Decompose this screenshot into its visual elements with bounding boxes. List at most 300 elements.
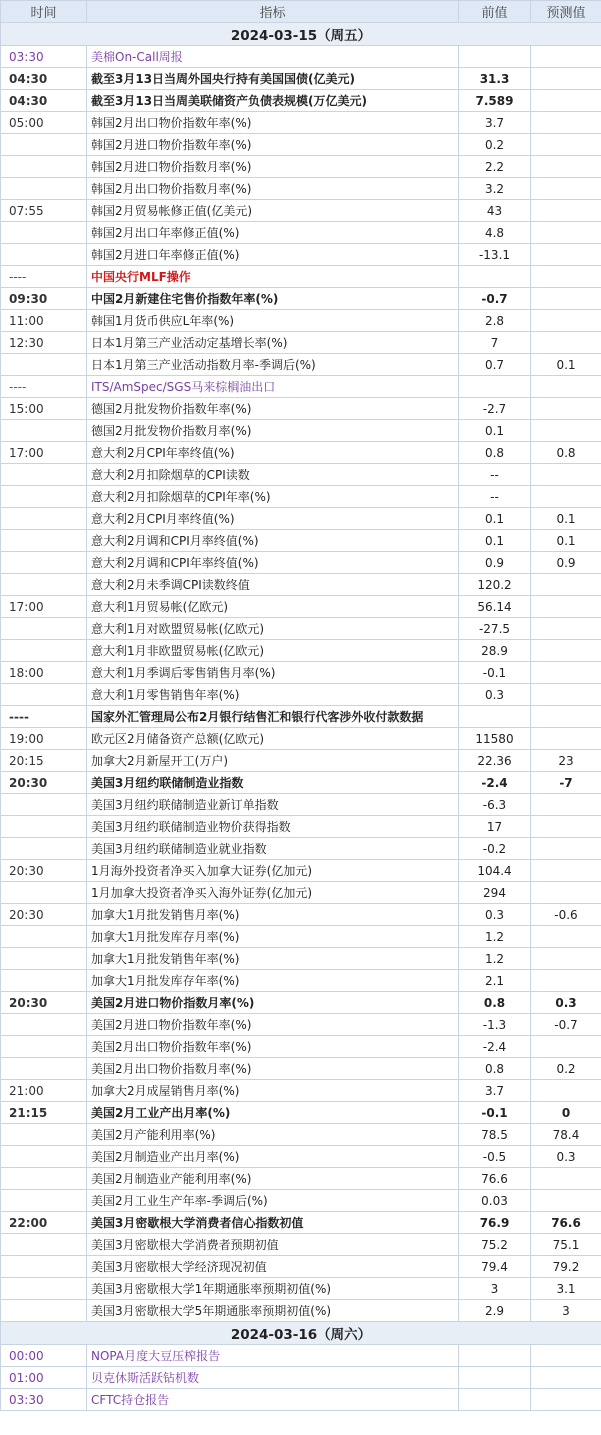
indicator-name[interactable]: 加拿大2月成屋销售月率(%) bbox=[87, 1080, 459, 1102]
time-cell bbox=[1, 178, 87, 200]
time-cell bbox=[1, 464, 87, 486]
time-cell bbox=[1, 1058, 87, 1080]
previous-value: 2.9 bbox=[459, 1300, 531, 1322]
indicator-name[interactable]: 意大利2月扣除烟草的CPI年率(%) bbox=[87, 486, 459, 508]
time-cell: 20:30 bbox=[1, 904, 87, 926]
previous-value: 17 bbox=[459, 816, 531, 838]
indicator-name[interactable]: 德国2月批发物价指数年率(%) bbox=[87, 398, 459, 420]
previous-value bbox=[459, 1345, 531, 1367]
table-row[interactable] bbox=[1, 662, 601, 684]
time-cell bbox=[1, 508, 87, 530]
indicator-name[interactable]: 美国2月出口物价指数月率(%) bbox=[87, 1058, 459, 1080]
previous-value: 0.7 bbox=[459, 354, 531, 376]
previous-value: -2.4 bbox=[459, 1036, 531, 1058]
forecast-value: 0.8 bbox=[531, 442, 601, 464]
time-cell bbox=[1, 244, 87, 266]
date-label: 2024-03-16（周六） bbox=[1, 1322, 601, 1345]
indicator-name[interactable]: 美国2月进口物价指数月率(%) bbox=[87, 992, 459, 1014]
table-row[interactable] bbox=[1, 1367, 601, 1389]
time-cell bbox=[1, 838, 87, 860]
forecast-value bbox=[531, 222, 601, 244]
time-cell: 03:30 bbox=[1, 1389, 87, 1411]
forecast-value: 78.4 bbox=[531, 1124, 601, 1146]
previous-value: 294 bbox=[459, 882, 531, 904]
previous-value: 0.8 bbox=[459, 442, 531, 464]
table-row[interactable] bbox=[1, 1036, 601, 1058]
time-cell: 17:00 bbox=[1, 596, 87, 618]
indicator-name[interactable]: 美国2月进口物价指数年率(%) bbox=[87, 1014, 459, 1036]
time-cell: 04:30 bbox=[1, 68, 87, 90]
forecast-value bbox=[531, 794, 601, 816]
time-cell: 21:15 bbox=[1, 1102, 87, 1124]
indicator-name[interactable]: 韩国1月货币供应L年率(%) bbox=[87, 310, 459, 332]
indicator-name[interactable]: 美国3月密歇根大学经济现况初值 bbox=[87, 1256, 459, 1278]
previous-value: -13.1 bbox=[459, 244, 531, 266]
table-row[interactable] bbox=[1, 1080, 601, 1102]
indicator-name[interactable]: 贝克休斯活跃钻机数 bbox=[87, 1367, 459, 1389]
time-cell: 22:00 bbox=[1, 1212, 87, 1234]
indicator-name[interactable]: 加拿大1月批发库存年率(%) bbox=[87, 970, 459, 992]
table-row[interactable] bbox=[1, 464, 601, 486]
table-row[interactable] bbox=[1, 420, 601, 442]
time-cell: 18:00 bbox=[1, 662, 87, 684]
table-row[interactable] bbox=[1, 926, 601, 948]
time-cell: 01:00 bbox=[1, 1367, 87, 1389]
time-cell bbox=[1, 618, 87, 640]
previous-value: 0.3 bbox=[459, 904, 531, 926]
time-cell: 21:00 bbox=[1, 1080, 87, 1102]
forecast-value bbox=[531, 288, 601, 310]
table-row[interactable] bbox=[1, 134, 601, 156]
table-row[interactable] bbox=[1, 68, 601, 90]
time-cell: 12:30 bbox=[1, 332, 87, 354]
time-cell: ---- bbox=[1, 266, 87, 288]
indicator-name[interactable]: 意大利2月CPI年率终值(%) bbox=[87, 442, 459, 464]
forecast-value: 3 bbox=[531, 1300, 601, 1322]
forecast-value bbox=[531, 134, 601, 156]
time-cell bbox=[1, 1168, 87, 1190]
previous-value: 2.2 bbox=[459, 156, 531, 178]
table-row[interactable] bbox=[1, 354, 601, 376]
forecast-value bbox=[531, 420, 601, 442]
time-cell: 19:00 bbox=[1, 728, 87, 750]
time-cell: ---- bbox=[1, 706, 87, 728]
previous-value: -2.7 bbox=[459, 398, 531, 420]
table-row[interactable] bbox=[1, 266, 601, 288]
table-row[interactable] bbox=[1, 970, 601, 992]
table-row[interactable] bbox=[1, 112, 601, 134]
table-row[interactable] bbox=[1, 398, 601, 420]
indicator-name[interactable]: 美国3月纽约联储制造业新订单指数 bbox=[87, 794, 459, 816]
forecast-value bbox=[531, 948, 601, 970]
time-cell bbox=[1, 1124, 87, 1146]
time-cell: 17:00 bbox=[1, 442, 87, 464]
indicator-name[interactable]: 美国3月密歇根大学5年期通胀率预期初值(%) bbox=[87, 1300, 459, 1322]
indicator-name[interactable]: 1月加拿大投资者净买入海外证券(亿加元) bbox=[87, 882, 459, 904]
table-row[interactable] bbox=[1, 1234, 601, 1256]
table-row[interactable] bbox=[1, 222, 601, 244]
table-row[interactable] bbox=[1, 882, 601, 904]
table-row[interactable] bbox=[1, 948, 601, 970]
forecast-value: 0.9 bbox=[531, 552, 601, 574]
previous-value: 1.2 bbox=[459, 948, 531, 970]
table-row[interactable] bbox=[1, 332, 601, 354]
previous-value: 0.03 bbox=[459, 1190, 531, 1212]
previous-value: 0.2 bbox=[459, 134, 531, 156]
table-body bbox=[1, 23, 601, 1411]
indicator-name[interactable]: 意大利1月对欧盟贸易帐(亿欧元) bbox=[87, 618, 459, 640]
header-indicator[interactable]: 指标 bbox=[87, 1, 459, 23]
indicator-name[interactable]: 加拿大2月新屋开工(万户) bbox=[87, 750, 459, 772]
time-cell: 04:30 bbox=[1, 90, 87, 112]
forecast-value bbox=[531, 684, 601, 706]
table-row[interactable] bbox=[1, 684, 601, 706]
indicator-name[interactable]: 德国2月批发物价指数月率(%) bbox=[87, 420, 459, 442]
forecast-value bbox=[531, 1168, 601, 1190]
table-row[interactable] bbox=[1, 552, 601, 574]
forecast-value: 0.2 bbox=[531, 1058, 601, 1080]
bottom-spacer bbox=[0, 1411, 601, 1435]
indicator-name[interactable]: 意大利2月扣除烟草的CPI读数 bbox=[87, 464, 459, 486]
table-row[interactable] bbox=[1, 574, 601, 596]
table-row[interactable] bbox=[1, 46, 601, 68]
previous-value bbox=[459, 376, 531, 398]
table-row[interactable] bbox=[1, 244, 601, 266]
time-cell: 11:00 bbox=[1, 310, 87, 332]
forecast-value bbox=[531, 1190, 601, 1212]
previous-value: 31.3 bbox=[459, 68, 531, 90]
table-row[interactable] bbox=[1, 1146, 601, 1168]
table-row[interactable] bbox=[1, 90, 601, 112]
header-time[interactable]: 时间 bbox=[1, 1, 87, 23]
previous-value: -27.5 bbox=[459, 618, 531, 640]
time-cell: 20:30 bbox=[1, 772, 87, 794]
forecast-value: -0.6 bbox=[531, 904, 601, 926]
previous-value: -- bbox=[459, 464, 531, 486]
table-row[interactable] bbox=[1, 1168, 601, 1190]
table-row[interactable] bbox=[1, 442, 601, 464]
forecast-value bbox=[531, 728, 601, 750]
forecast-value bbox=[531, 662, 601, 684]
indicator-name[interactable]: 1月海外投资者净买入加拿大证券(亿加元) bbox=[87, 860, 459, 882]
time-cell bbox=[1, 552, 87, 574]
time-cell: 03:30 bbox=[1, 46, 87, 68]
table-row[interactable] bbox=[1, 200, 601, 222]
header-forecast[interactable]: 预测值 bbox=[531, 1, 601, 23]
time-cell: 05:00 bbox=[1, 112, 87, 134]
forecast-value bbox=[531, 68, 601, 90]
forecast-value bbox=[531, 486, 601, 508]
forecast-value bbox=[531, 882, 601, 904]
indicator-name[interactable]: 欧元区2月储备资产总额(亿欧元) bbox=[87, 728, 459, 750]
time-cell bbox=[1, 1146, 87, 1168]
forecast-value bbox=[531, 178, 601, 200]
time-cell bbox=[1, 1234, 87, 1256]
indicator-name[interactable]: 韩国2月出口物价指数年率(%) bbox=[87, 112, 459, 134]
previous-value: 0.1 bbox=[459, 420, 531, 442]
indicator-name[interactable]: 韩国2月出口物价指数月率(%) bbox=[87, 178, 459, 200]
forecast-value: 0.3 bbox=[531, 992, 601, 1014]
time-cell: 09:30 bbox=[1, 288, 87, 310]
indicator-name[interactable]: 韩国2月进口物价指数月率(%) bbox=[87, 156, 459, 178]
indicator-name[interactable]: 加拿大1月批发库存月率(%) bbox=[87, 926, 459, 948]
forecast-value: -7 bbox=[531, 772, 601, 794]
table-row[interactable] bbox=[1, 178, 601, 200]
indicator-name[interactable]: 加拿大1月批发销售月率(%) bbox=[87, 904, 459, 926]
previous-value: -- bbox=[459, 486, 531, 508]
forecast-value bbox=[531, 596, 601, 618]
table-row[interactable] bbox=[1, 288, 601, 310]
time-cell bbox=[1, 816, 87, 838]
table-row[interactable] bbox=[1, 1300, 601, 1322]
forecast-value: 76.6 bbox=[531, 1212, 601, 1234]
table-row[interactable] bbox=[1, 1212, 601, 1234]
time-cell: 20:30 bbox=[1, 860, 87, 882]
forecast-value bbox=[531, 310, 601, 332]
forecast-value: 23 bbox=[531, 750, 601, 772]
table-row[interactable] bbox=[1, 530, 601, 552]
time-cell bbox=[1, 156, 87, 178]
time-cell bbox=[1, 1014, 87, 1036]
table-row[interactable] bbox=[1, 1190, 601, 1212]
previous-value: -1.3 bbox=[459, 1014, 531, 1036]
indicator-name[interactable]: 美国2月工业产出月率(%) bbox=[87, 1102, 459, 1124]
forecast-value bbox=[531, 112, 601, 134]
forecast-value bbox=[531, 860, 601, 882]
previous-value: 0.1 bbox=[459, 530, 531, 552]
table-row[interactable] bbox=[1, 706, 601, 728]
indicator-name[interactable]: 韩国2月贸易帐修正值(亿美元) bbox=[87, 200, 459, 222]
time-cell bbox=[1, 222, 87, 244]
previous-value: -6.3 bbox=[459, 794, 531, 816]
indicator-name[interactable]: 日本1月第三产业活动指数月率-季调后(%) bbox=[87, 354, 459, 376]
indicator-name[interactable]: 日本1月第三产业活动定基增长率(%) bbox=[87, 332, 459, 354]
forecast-value bbox=[531, 266, 601, 288]
previous-value: -0.1 bbox=[459, 1102, 531, 1124]
time-cell bbox=[1, 1278, 87, 1300]
previous-value: 0.8 bbox=[459, 992, 531, 1014]
previous-value: -0.2 bbox=[459, 838, 531, 860]
indicator-name[interactable]: 美国2月制造业产能利用率(%) bbox=[87, 1168, 459, 1190]
time-cell: ---- bbox=[1, 376, 87, 398]
previous-value: 3 bbox=[459, 1278, 531, 1300]
forecast-value bbox=[531, 464, 601, 486]
time-cell bbox=[1, 640, 87, 662]
table-row[interactable] bbox=[1, 596, 601, 618]
forecast-value: 75.1 bbox=[531, 1234, 601, 1256]
forecast-value bbox=[531, 574, 601, 596]
previous-value: 104.4 bbox=[459, 860, 531, 882]
time-cell: 20:15 bbox=[1, 750, 87, 772]
forecast-value: 0.1 bbox=[531, 508, 601, 530]
previous-value: 22.36 bbox=[459, 750, 531, 772]
time-cell bbox=[1, 1190, 87, 1212]
indicator-name[interactable]: NOPA月度大豆压榨报告 bbox=[87, 1345, 459, 1367]
date-row bbox=[1, 1322, 601, 1345]
forecast-value bbox=[531, 1036, 601, 1058]
indicator-name[interactable]: 意大利1月非欧盟贸易帐(亿欧元) bbox=[87, 640, 459, 662]
previous-value bbox=[459, 706, 531, 728]
table-row[interactable] bbox=[1, 728, 601, 750]
forecast-value bbox=[531, 640, 601, 662]
previous-value: -0.5 bbox=[459, 1146, 531, 1168]
table-row[interactable] bbox=[1, 618, 601, 640]
forecast-value bbox=[531, 1080, 601, 1102]
indicator-name[interactable]: 韩国2月出口年率修正值(%) bbox=[87, 222, 459, 244]
previous-value: 3.7 bbox=[459, 112, 531, 134]
indicator-name[interactable]: 意大利2月调和CPI年率终值(%) bbox=[87, 552, 459, 574]
time-cell: 15:00 bbox=[1, 398, 87, 420]
previous-value: 120.2 bbox=[459, 574, 531, 596]
previous-value: -0.7 bbox=[459, 288, 531, 310]
indicator-name[interactable]: ITS/AmSpec/SGS马来棕榈油出口 bbox=[87, 376, 459, 398]
table-row[interactable] bbox=[1, 156, 601, 178]
previous-value: 79.4 bbox=[459, 1256, 531, 1278]
forecast-value bbox=[531, 1367, 601, 1389]
indicator-name[interactable]: 意大利1月零售销售年率(%) bbox=[87, 684, 459, 706]
table-header-row bbox=[1, 1, 601, 23]
time-cell bbox=[1, 354, 87, 376]
time-cell bbox=[1, 882, 87, 904]
indicator-name[interactable]: 中国央行MLF操作 bbox=[87, 266, 459, 288]
forecast-value bbox=[531, 244, 601, 266]
indicator-name[interactable]: 美棉On-Call周报 bbox=[87, 46, 459, 68]
table-row[interactable] bbox=[1, 1256, 601, 1278]
forecast-value bbox=[531, 90, 601, 112]
previous-value: 3.2 bbox=[459, 178, 531, 200]
forecast-value bbox=[531, 46, 601, 68]
previous-value: -0.1 bbox=[459, 662, 531, 684]
time-cell: 07:55 bbox=[1, 200, 87, 222]
forecast-value: 0.3 bbox=[531, 1146, 601, 1168]
indicator-name[interactable]: 美国2月制造业产出月率(%) bbox=[87, 1146, 459, 1168]
previous-value: 3.7 bbox=[459, 1080, 531, 1102]
indicator-name[interactable]: 美国3月密歇根大学1年期通胀率预期初值(%) bbox=[87, 1278, 459, 1300]
table-row[interactable] bbox=[1, 816, 601, 838]
forecast-value bbox=[531, 926, 601, 948]
table-row[interactable] bbox=[1, 1389, 601, 1411]
forecast-value bbox=[531, 1389, 601, 1411]
table-row[interactable] bbox=[1, 1345, 601, 1367]
table-row[interactable] bbox=[1, 1058, 601, 1080]
table-row[interactable] bbox=[1, 508, 601, 530]
previous-value: -2.4 bbox=[459, 772, 531, 794]
table-row[interactable] bbox=[1, 904, 601, 926]
forecast-value bbox=[531, 156, 601, 178]
previous-value: 76.6 bbox=[459, 1168, 531, 1190]
forecast-value: 79.2 bbox=[531, 1256, 601, 1278]
indicator-name[interactable]: 意大利2月未季调CPI读数终值 bbox=[87, 574, 459, 596]
time-cell bbox=[1, 1300, 87, 1322]
indicator-name[interactable]: 截至3月13日当周美联储资产负债表规模(万亿美元) bbox=[87, 90, 459, 112]
table-row[interactable] bbox=[1, 486, 601, 508]
time-cell bbox=[1, 1256, 87, 1278]
indicator-name[interactable]: 截至3月13日当周外国央行持有美国国债(亿美元) bbox=[87, 68, 459, 90]
previous-value: 75.2 bbox=[459, 1234, 531, 1256]
table-row[interactable] bbox=[1, 992, 601, 1014]
previous-value: 4.8 bbox=[459, 222, 531, 244]
forecast-value: 0 bbox=[531, 1102, 601, 1124]
table-row[interactable] bbox=[1, 750, 601, 772]
indicator-name[interactable]: 中国2月新建住宅售价指数年率(%) bbox=[87, 288, 459, 310]
table-row[interactable] bbox=[1, 838, 601, 860]
indicator-name[interactable]: 意大利2月CPI月率终值(%) bbox=[87, 508, 459, 530]
time-cell bbox=[1, 486, 87, 508]
date-label: 2024-03-15（周五） bbox=[1, 23, 601, 46]
forecast-value bbox=[531, 200, 601, 222]
previous-value: 76.9 bbox=[459, 1212, 531, 1234]
forecast-value: 0.1 bbox=[531, 530, 601, 552]
time-cell bbox=[1, 134, 87, 156]
forecast-value bbox=[531, 970, 601, 992]
indicator-name[interactable]: CFTC持仓报告 bbox=[87, 1389, 459, 1411]
time-cell bbox=[1, 420, 87, 442]
table-row[interactable] bbox=[1, 860, 601, 882]
indicator-name[interactable]: 美国2月产能利用率(%) bbox=[87, 1124, 459, 1146]
indicator-name[interactable]: 韩国2月进口年率修正值(%) bbox=[87, 244, 459, 266]
previous-value: 43 bbox=[459, 200, 531, 222]
indicator-name[interactable]: 意大利1月贸易帐(亿欧元) bbox=[87, 596, 459, 618]
forecast-value bbox=[531, 838, 601, 860]
time-cell bbox=[1, 684, 87, 706]
indicator-name[interactable]: 美国3月密歇根大学消费者预期初值 bbox=[87, 1234, 459, 1256]
previous-value: 2.8 bbox=[459, 310, 531, 332]
table-row[interactable] bbox=[1, 310, 601, 332]
indicator-name[interactable]: 意大利1月季调后零售销售月率(%) bbox=[87, 662, 459, 684]
time-cell bbox=[1, 574, 87, 596]
indicator-name[interactable]: 美国3月密歇根大学消费者信心指数初值 bbox=[87, 1212, 459, 1234]
indicator-name[interactable]: 美国3月纽约联储制造业物价获得指数 bbox=[87, 816, 459, 838]
previous-value: 0.3 bbox=[459, 684, 531, 706]
indicator-name[interactable]: 韩国2月进口物价指数年率(%) bbox=[87, 134, 459, 156]
previous-value bbox=[459, 1367, 531, 1389]
indicator-name[interactable]: 美国2月工业生产年率-季调后(%) bbox=[87, 1190, 459, 1212]
indicator-name[interactable]: 国家外汇管理局公布2月银行结售汇和银行代客涉外收付款数据 bbox=[87, 706, 459, 728]
table-row[interactable] bbox=[1, 772, 601, 794]
table-row[interactable] bbox=[1, 1278, 601, 1300]
forecast-value: -0.7 bbox=[531, 1014, 601, 1036]
previous-value: 28.9 bbox=[459, 640, 531, 662]
time-cell: 00:00 bbox=[1, 1345, 87, 1367]
indicator-name[interactable]: 意大利2月调和CPI月率终值(%) bbox=[87, 530, 459, 552]
previous-value: 7.589 bbox=[459, 90, 531, 112]
forecast-value bbox=[531, 706, 601, 728]
previous-value: 2.1 bbox=[459, 970, 531, 992]
indicator-name[interactable]: 美国3月纽约联储制造业指数 bbox=[87, 772, 459, 794]
previous-value: 11580 bbox=[459, 728, 531, 750]
forecast-value bbox=[531, 332, 601, 354]
time-cell bbox=[1, 926, 87, 948]
forecast-value bbox=[531, 398, 601, 420]
forecast-value: 3.1 bbox=[531, 1278, 601, 1300]
header-previous[interactable]: 前值 bbox=[459, 1, 531, 23]
time-cell bbox=[1, 794, 87, 816]
table-row[interactable] bbox=[1, 640, 601, 662]
previous-value: 78.5 bbox=[459, 1124, 531, 1146]
table-row[interactable] bbox=[1, 1102, 601, 1124]
indicator-name[interactable]: 美国2月出口物价指数年率(%) bbox=[87, 1036, 459, 1058]
table-row[interactable] bbox=[1, 376, 601, 398]
indicator-name[interactable]: 加拿大1月批发销售年率(%) bbox=[87, 948, 459, 970]
time-cell bbox=[1, 948, 87, 970]
indicator-name[interactable]: 美国3月纽约联储制造业就业指数 bbox=[87, 838, 459, 860]
previous-value: 56.14 bbox=[459, 596, 531, 618]
table-row[interactable] bbox=[1, 794, 601, 816]
forecast-value bbox=[531, 1345, 601, 1367]
table-row[interactable] bbox=[1, 1014, 601, 1036]
table-row[interactable] bbox=[1, 1124, 601, 1146]
previous-value: 1.2 bbox=[459, 926, 531, 948]
